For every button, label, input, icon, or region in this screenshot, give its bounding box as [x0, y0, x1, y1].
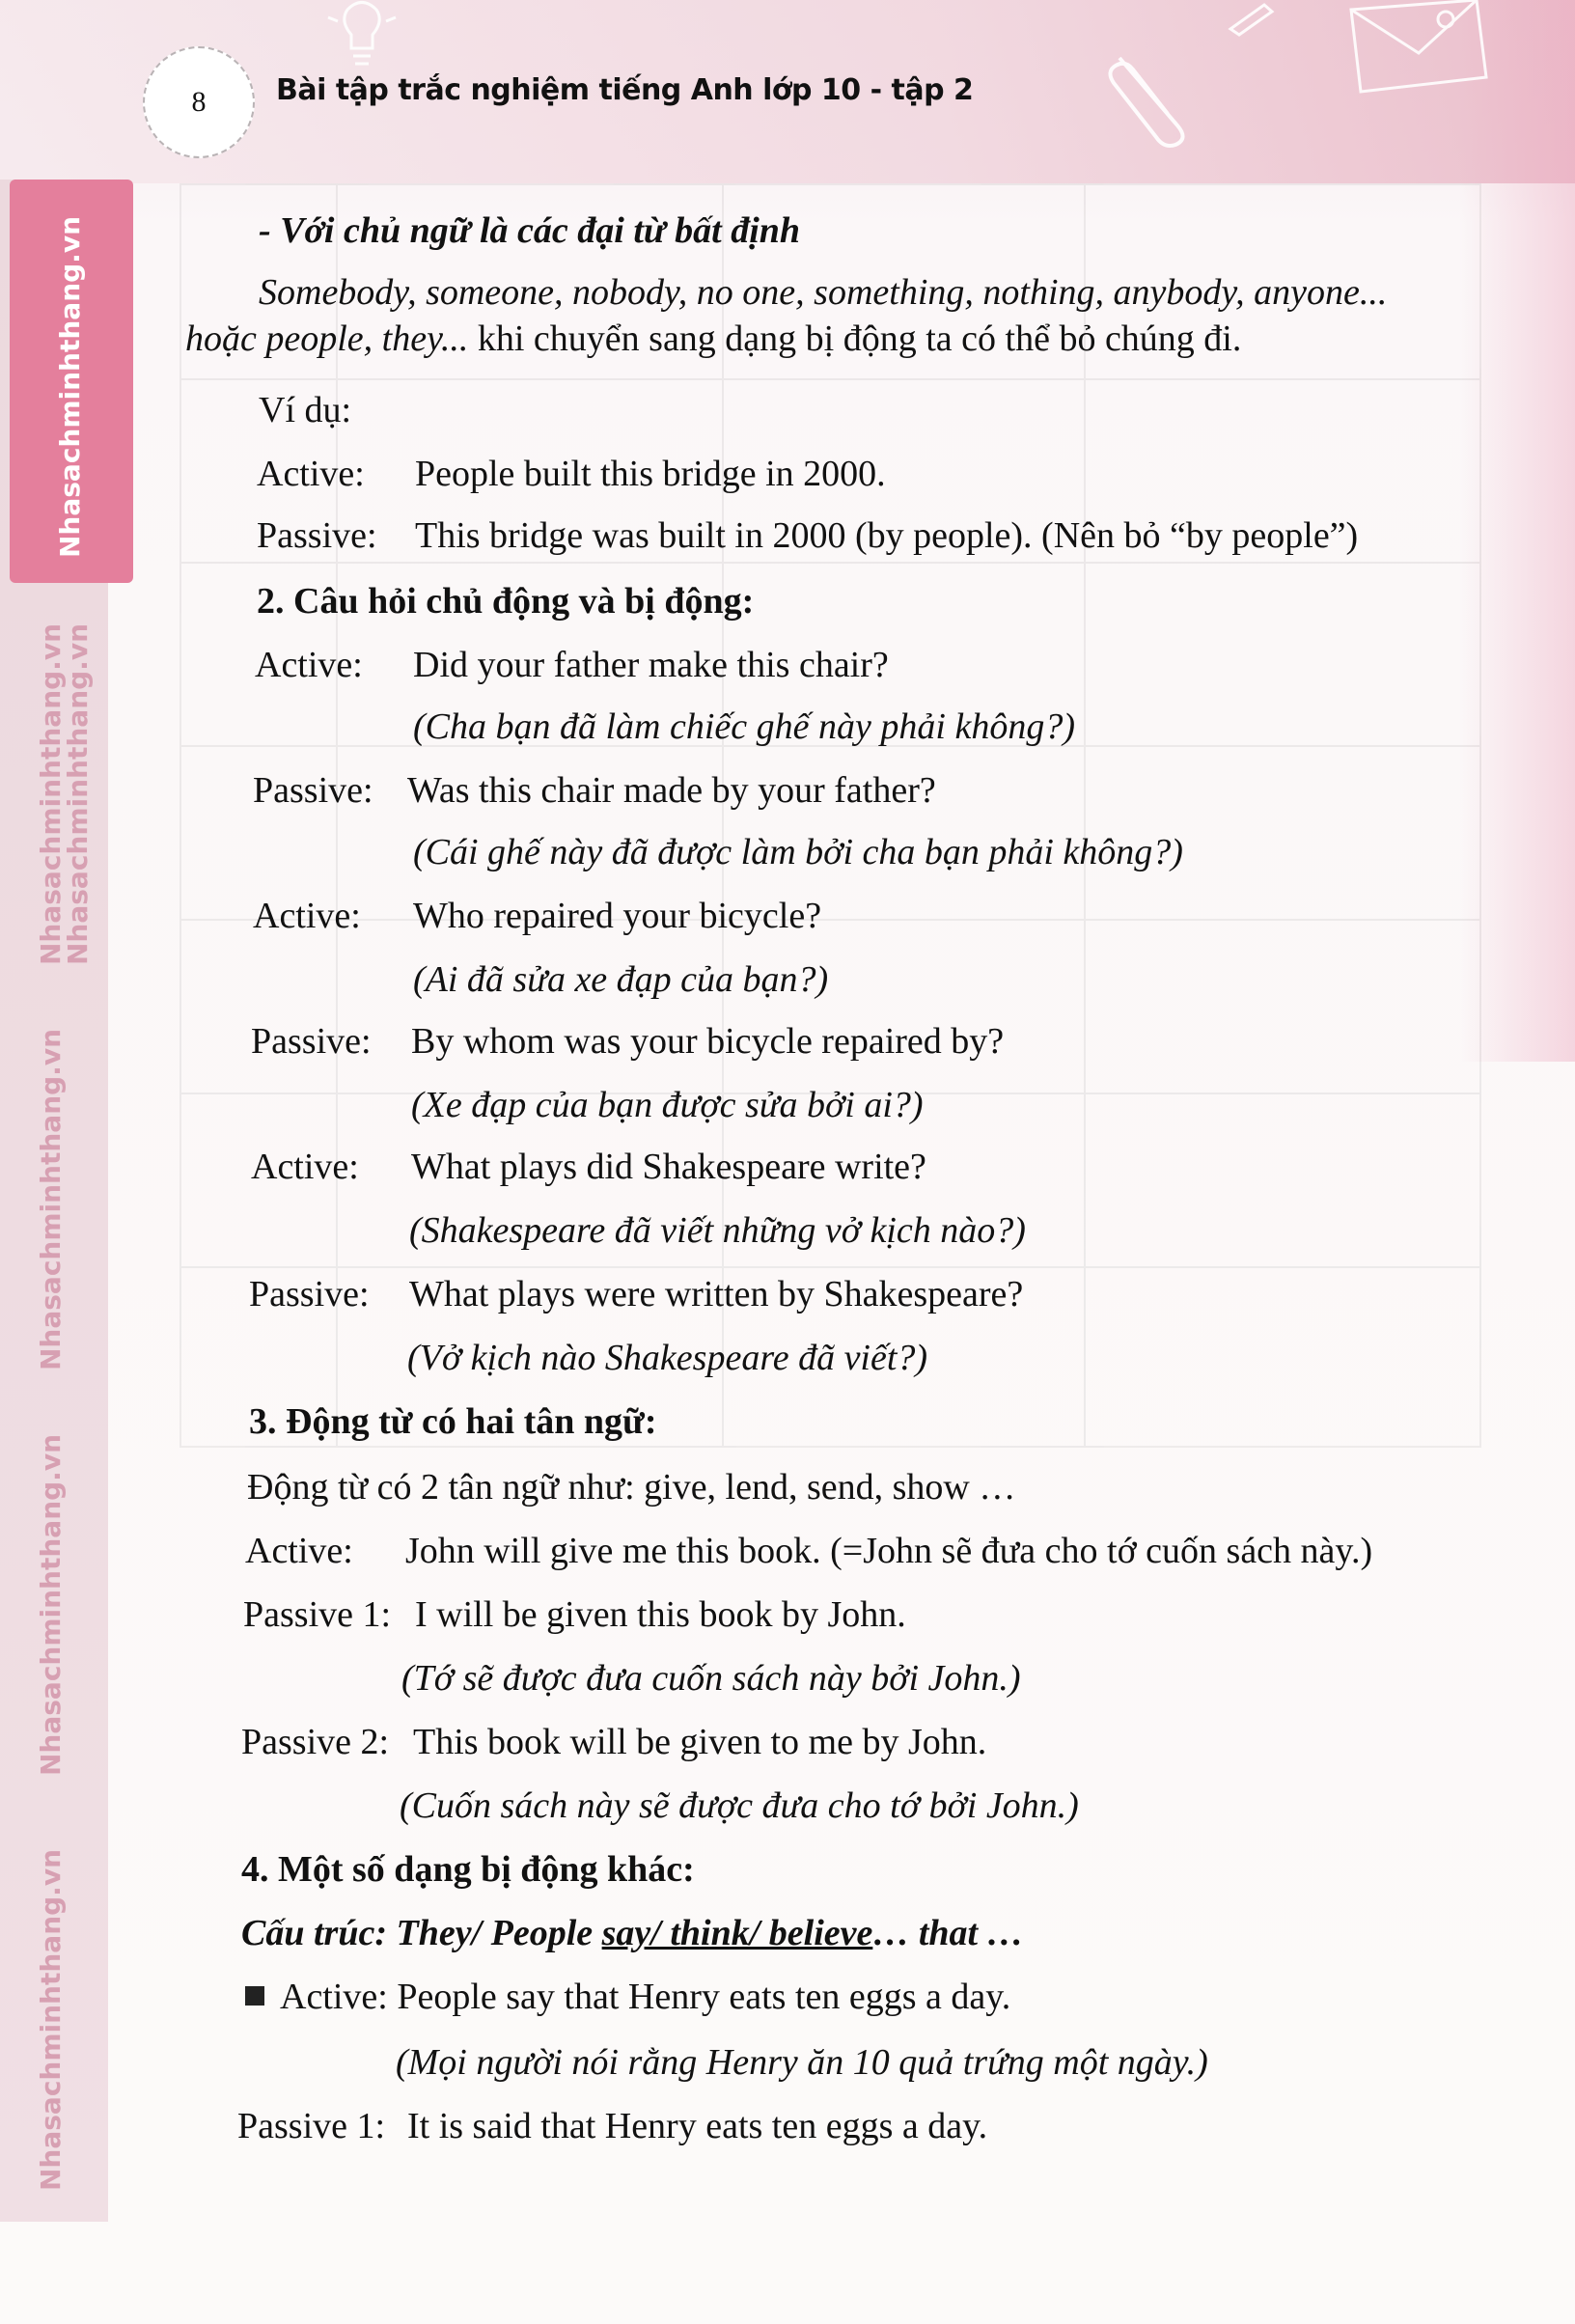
question-1-active-translation: (Cha bạn đã làm chiếc ghế này phải không?)	[413, 706, 1075, 747]
section-3-passive-1-translation: (Tớ sẽ được đưa cuốn sách này bởi John.)	[401, 1658, 1021, 1699]
section-3-intro: Động từ có 2 tân ngữ như: give, lend, send, show …	[247, 1467, 1016, 1508]
section-4-active-translation: (Mọi người nói rằng Henry ăn 10 quả trứng một ngày.)	[396, 2042, 1208, 2083]
section-4-passive-1: It is said that Henry eats ten eggs a day.	[407, 2106, 988, 2146]
question-3-passive-translation: (Vở kịch nào Shakespeare đã viết?)	[407, 1338, 928, 1378]
section-3-passive-2: This book will be given to me by John.	[413, 1722, 987, 1762]
sidebar-watermark: Nhasachminhthang.vn	[35, 1433, 67, 1776]
question-2-passive-translation: (Xe đạp của bạn được sửa bởi ai?)	[411, 1085, 924, 1125]
active-label: Active:	[255, 645, 363, 685]
question-2-passive: By whom was your bicycle repaired by?	[411, 1021, 1005, 1062]
section-3-passive-1: I will be given this book by John.	[415, 1594, 906, 1635]
section-3-active: John will give me this book. (=John sẽ đưa cho tớ cuốn sách này.)	[405, 1531, 1373, 1571]
example-active-text: People built this bridge in 2000.	[415, 454, 886, 494]
passive-2-label: Passive 2:	[241, 1722, 390, 1762]
pencil-icon	[1226, 0, 1284, 39]
section-3-heading: 3. Động từ có hai tân ngữ:	[249, 1401, 657, 1442]
question-1-passive-translation: (Cái ghế này đã được làm bởi cha bạn phải không?)	[413, 832, 1183, 872]
section-4-active: Active: People say that Henry eats ten eggs a day.	[280, 1977, 1011, 2017]
rule-line	[185, 320, 1241, 357]
sidebar-watermark: Nhasachminhthang.vn	[35, 1028, 67, 1370]
structure-verbs: say/ think/ believe	[601, 1913, 873, 1953]
passive-label: Passive:	[249, 1274, 370, 1314]
question-3-passive: What plays were written by Shakespeare?	[409, 1274, 1024, 1314]
pronouns-line: Somebody, someone, nobody, no one, something, nothing, anybody, anyone...	[259, 272, 1388, 313]
active-label: Active:	[251, 1147, 359, 1187]
question-3-active: What plays did Shakespeare write?	[411, 1147, 926, 1187]
envelope-icon	[1341, 0, 1496, 106]
active-label: Active:	[257, 454, 365, 494]
passive-label: Passive:	[253, 770, 373, 811]
rule-line-italic: hoặc people, they...	[185, 318, 469, 359]
example-label: Ví dụ:	[259, 390, 352, 430]
section-2-heading: 2. Câu hỏi chủ động và bị động:	[257, 581, 755, 622]
question-1-active: Did your father make this chair?	[413, 645, 889, 685]
sidebar-watermark: Nhasachminhthang.vn	[35, 1848, 67, 2191]
question-2-active-translation: (Ai đã sửa xe đạp của bạn?)	[413, 959, 829, 1000]
rule-line-rest: khi chuyển sang dạng bị động ta có thể bỏ chúng đi.	[468, 318, 1242, 359]
passive-1-label: Passive 1:	[243, 1594, 392, 1635]
sidebar-watermark: Nhasachminhthang.vn	[35, 622, 67, 965]
active-label: Active:	[245, 1531, 353, 1571]
question-2-active: Who repaired your bicycle?	[413, 896, 822, 936]
structure-suffix: … that …	[872, 1913, 1024, 1953]
question-3-active-translation: (Shakespeare đã viết những vở kịch nào?)	[409, 1210, 1026, 1251]
paperclip-icon	[1100, 39, 1206, 154]
passive-label: Passive:	[257, 515, 377, 556]
passive-label: Passive:	[251, 1021, 372, 1062]
section-4-heading: 4. Một số dạng bị động khác:	[241, 1849, 695, 1890]
bullet-square-icon	[245, 1986, 264, 2006]
question-1-passive: Was this chair made by your father?	[407, 770, 936, 811]
active-label: Active:	[253, 896, 361, 936]
section-4-structure	[241, 1915, 1024, 1951]
sub-heading: - Với chủ ngữ là các đại từ bất định	[259, 210, 801, 251]
show-through-table	[180, 183, 1481, 1448]
section-3-passive-2-translation: (Cuốn sách này sẽ được đưa cho tớ bởi John.)	[400, 1785, 1079, 1826]
structure-prefix: Cấu trúc: They/ People	[241, 1913, 602, 1953]
example-passive-text: This bridge was built in 2000 (by people). (Nên bỏ “by people”)	[415, 515, 1359, 556]
page-number: 8	[143, 46, 255, 158]
book-title: Bài tập trắc nghiệm tiếng Anh lớp 10 - tập 2	[276, 73, 974, 107]
passive-1-label: Passive 1:	[237, 2106, 386, 2146]
sidebar-watermark: Nhasachminhthang.vn	[54, 215, 86, 558]
sidebar-watermark: Nhasachminhthang.vn	[62, 622, 94, 965]
